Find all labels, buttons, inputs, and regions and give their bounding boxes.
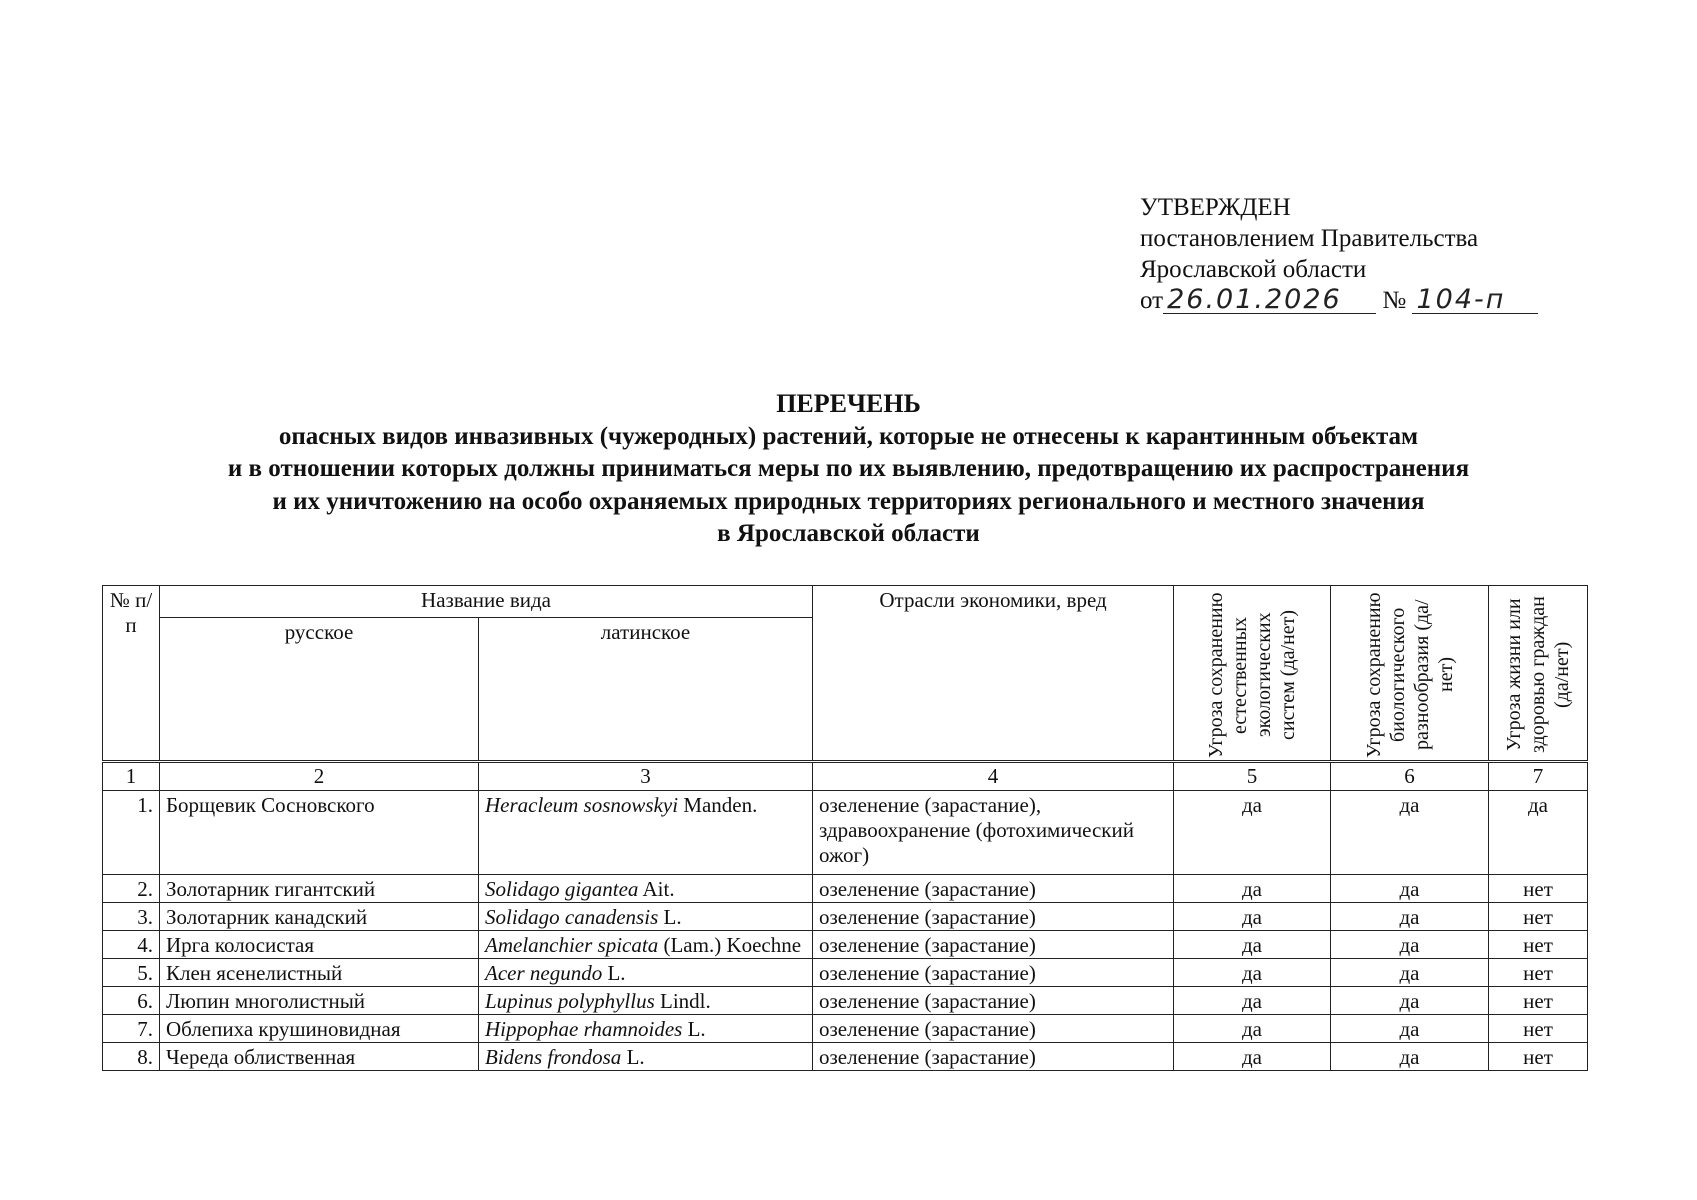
table-row — [103, 959, 1588, 987]
row-economy: озеленение (зарастание) — [813, 875, 1174, 903]
table-row — [103, 1043, 1588, 1071]
row-num: 3. — [103, 903, 160, 931]
latin-genus-species: Hippophae rhamnoides — [485, 1017, 683, 1041]
row-russian: Борщевик Сосновского — [160, 791, 479, 875]
row-economy: озеленение (зарастание) — [813, 959, 1174, 987]
approval-region: Ярославской области — [1140, 256, 1367, 283]
header-threat-life-text: Угроза жизни или здоровью граждан (да/нет) — [1503, 596, 1574, 754]
row-threat-life: нет — [1489, 987, 1588, 1015]
table-row — [103, 875, 1588, 903]
title-line-1: опасных видов инвазивных (чужеродных) растений, которые не отнесены к карантинным объектам — [278, 422, 1419, 450]
row-latin — [479, 875, 813, 903]
title-line-2: и в отношении которых должны приниматься меры по их выявлению, предотвращению их распространения — [227, 455, 1470, 482]
row-economy: озеленение (зарастание) — [813, 987, 1174, 1015]
row-num: 2. — [103, 875, 160, 903]
row-threat-bio: да — [1331, 931, 1489, 959]
table-row — [103, 987, 1588, 1015]
row-num: 6. — [103, 987, 160, 1015]
row-threat-life: нет — [1489, 1043, 1588, 1071]
row-threat-bio: да — [1331, 875, 1489, 903]
row-latin — [479, 791, 813, 875]
latin-author: L. — [658, 905, 682, 929]
header-row — [103, 586, 1588, 618]
latin-genus-species: Solidago canadensis — [485, 905, 659, 929]
column-number: 4 — [813, 762, 1174, 791]
latin-genus-species: Acer negundo — [485, 961, 603, 985]
header-species-name: Название вида — [160, 586, 813, 618]
row-latin — [479, 931, 813, 959]
row-russian: Золотарник гигантский — [160, 875, 479, 903]
header-economy: Отрасли экономики, вред — [813, 586, 1174, 762]
row-economy: озеленение (зарастание) — [813, 903, 1174, 931]
row-threat-life: нет — [1489, 875, 1588, 903]
table-row — [103, 903, 1588, 931]
row-threat-bio: да — [1331, 1015, 1489, 1043]
table-row — [103, 931, 1588, 959]
row-economy: озеленение (зарастание) — [813, 1043, 1174, 1071]
row-russian: Череда облиственная — [160, 1043, 479, 1071]
latin-author: Lindl. — [654, 989, 711, 1013]
title-heading: ПЕРЕЧЕНЬ — [776, 389, 921, 418]
row-economy: озеленение (зарастание) — [813, 1015, 1174, 1043]
row-latin — [479, 903, 813, 931]
latin-author: Manden. — [678, 793, 758, 817]
column-number: 5 — [1174, 762, 1331, 791]
row-russian: Золотарник канадский — [160, 903, 479, 931]
row-threat-eco: да — [1174, 1015, 1331, 1043]
column-number: 3 — [479, 762, 813, 791]
latin-genus-species: Bidens frondosa — [485, 1045, 622, 1069]
column-number: 2 — [160, 762, 479, 791]
row-threat-eco: да — [1174, 875, 1331, 903]
row-threat-bio: да — [1331, 791, 1489, 875]
header-threat-life — [1489, 586, 1588, 762]
row-threat-eco: да — [1174, 959, 1331, 987]
row-num: 1. — [103, 791, 160, 875]
header-latin: латинское — [479, 618, 813, 762]
row-latin — [479, 1043, 813, 1071]
latin-author: L. — [621, 1045, 645, 1069]
row-threat-life: нет — [1489, 903, 1588, 931]
header-threat-eco — [1174, 586, 1331, 762]
row-num: 8. — [103, 1043, 160, 1071]
row-russian: Ирга колосистая — [160, 931, 479, 959]
row-russian: Клен ясенелистный — [160, 959, 479, 987]
approval-block — [1140, 192, 1538, 316]
handwritten-date: 26.01.2026 — [1163, 287, 1376, 314]
row-threat-eco: да — [1174, 1043, 1331, 1071]
header-num: № п/п — [103, 586, 160, 762]
row-latin — [479, 959, 813, 987]
row-threat-life: нет — [1489, 1015, 1588, 1043]
row-num: 5. — [103, 959, 160, 987]
row-threat-life: нет — [1489, 931, 1588, 959]
table-row — [103, 1015, 1588, 1043]
row-num: 4. — [103, 931, 160, 959]
header-threat-eco-text: Угроза сохранению естественных экологических систем (да/нет) — [1205, 592, 1300, 758]
latin-genus-species: Solidago gigantea — [485, 877, 639, 901]
row-latin — [479, 1015, 813, 1043]
column-number: 7 — [1489, 762, 1588, 791]
row-threat-life: да — [1489, 791, 1588, 875]
row-economy: озеленение (зарастание), здравоохранение (фотохимический ожог) — [813, 791, 1174, 875]
latin-author: L. — [682, 1017, 706, 1041]
species-table — [102, 585, 1588, 1071]
row-threat-eco: да — [1174, 987, 1331, 1015]
date-label: от — [1140, 287, 1164, 314]
approval-status: УТВЕРЖДЕН — [1140, 194, 1291, 221]
latin-genus-species: Lupinus polyphyllus — [485, 989, 655, 1013]
row-threat-eco: да — [1174, 791, 1331, 875]
row-threat-bio: да — [1331, 959, 1489, 987]
approval-date-number — [1140, 285, 1538, 316]
header-russian: русское — [160, 618, 479, 762]
row-threat-life: нет — [1489, 959, 1588, 987]
row-threat-eco: да — [1174, 931, 1331, 959]
latin-author: (Lam.) Koechne — [658, 933, 802, 957]
column-number: 6 — [1331, 762, 1489, 791]
handwritten-number: 104-п — [1412, 287, 1538, 314]
row-threat-eco: да — [1174, 903, 1331, 931]
latin-author: L. — [602, 961, 626, 985]
row-threat-bio: да — [1331, 1043, 1489, 1071]
document-title — [0, 388, 1697, 551]
column-number: 1 — [103, 762, 160, 791]
header-threat-bio-text: Угроза сохранению биологического разнообразия (да/нет) — [1362, 592, 1457, 758]
latin-author: Ait. — [638, 877, 675, 901]
row-num: 7. — [103, 1015, 160, 1043]
row-latin — [479, 987, 813, 1015]
row-russian: Люпин многолистный — [160, 987, 479, 1015]
row-economy: озеленение (зарастание) — [813, 931, 1174, 959]
header-threat-bio — [1331, 586, 1489, 762]
latin-genus-species: Amelanchier spicata — [485, 933, 659, 957]
title-line-4: в Ярославской области — [717, 520, 980, 547]
column-number-row — [103, 762, 1588, 791]
title-line-3: и их уничтожению на особо охраняемых природных территориях регионального и местного значения — [272, 487, 1425, 515]
row-russian: Облепиха крушиновидная — [160, 1015, 479, 1043]
latin-genus-species: Heracleum sosnowskyi — [485, 793, 679, 817]
approval-authority: постановлением Правительства — [1140, 225, 1479, 252]
number-label: № — [1382, 287, 1407, 314]
table-row — [103, 791, 1588, 875]
row-threat-bio: да — [1331, 987, 1489, 1015]
row-threat-bio: да — [1331, 903, 1489, 931]
